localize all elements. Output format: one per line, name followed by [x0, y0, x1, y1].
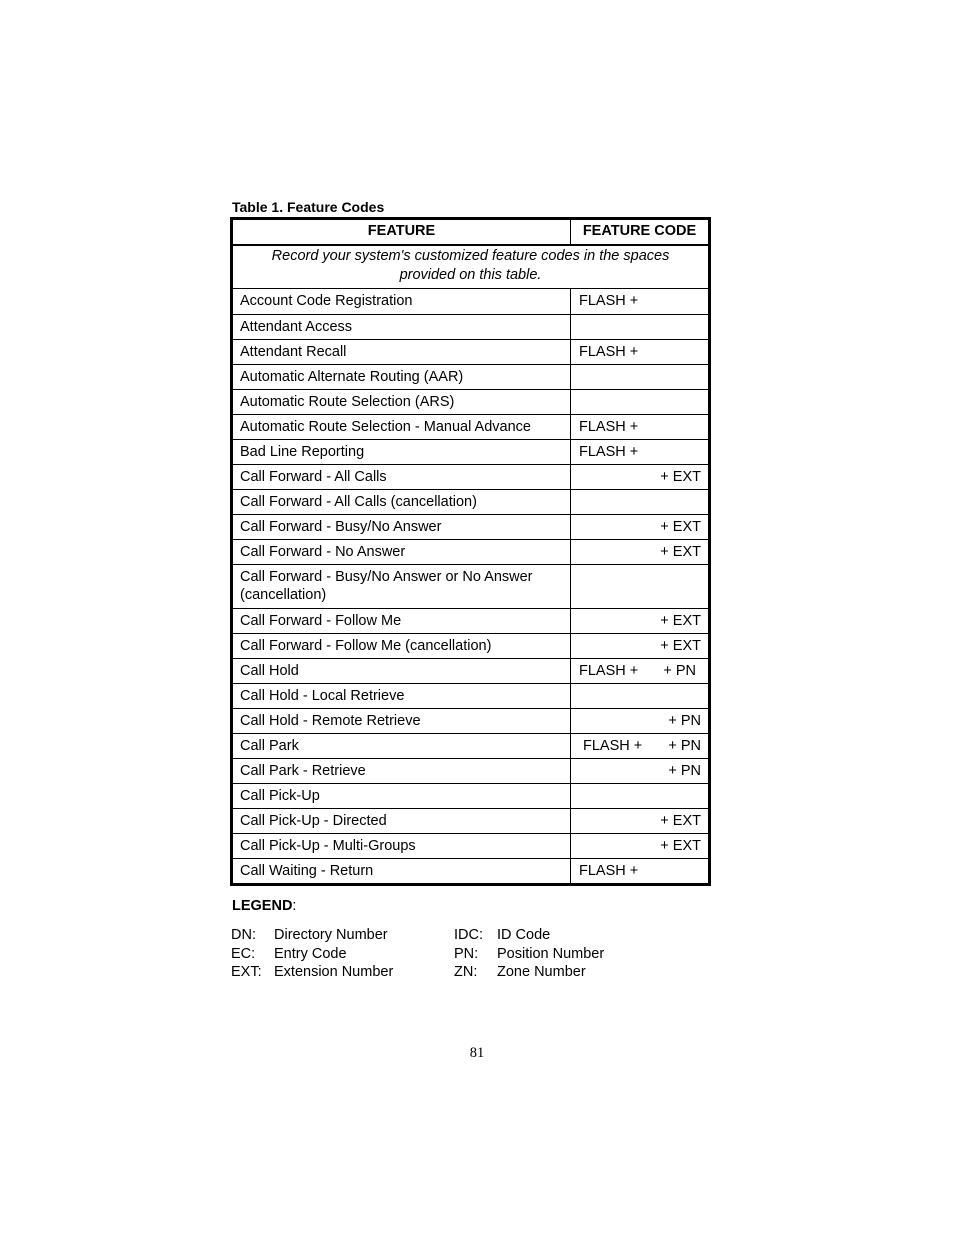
legend-text: Zone Number	[497, 964, 586, 980]
feature-name: Attendant Recall	[233, 340, 571, 364]
legend-text: Directory Number	[274, 927, 388, 943]
suffix-code: + PN	[668, 713, 701, 729]
flash-code: FLASH +	[583, 738, 643, 754]
suffix-code: + PN	[668, 738, 701, 754]
feature-name: Call Pick-Up	[233, 784, 571, 808]
table-row	[233, 364, 708, 389]
feature-code-cell	[571, 784, 708, 808]
feature-name: Call Waiting - Return	[233, 859, 571, 883]
table-header-row	[233, 220, 708, 244]
table-caption: Table 1. Feature Codes	[232, 199, 385, 215]
legend-title: LEGEND:	[232, 898, 297, 914]
table-row	[233, 514, 708, 539]
feature-code-cell	[571, 465, 708, 489]
table-row	[233, 708, 708, 733]
legend-text: Entry Code	[274, 945, 347, 962]
feature-code-cell	[571, 834, 708, 858]
feature-name: Automatic Alternate Routing (AAR)	[233, 365, 571, 389]
table-row	[233, 658, 708, 683]
legend-title-text: LEGEND	[232, 898, 293, 914]
table-note-row	[233, 244, 708, 289]
feature-code-cell	[571, 734, 708, 758]
legend-abbr: ZN:	[454, 964, 478, 980]
feature-code-cell	[571, 759, 708, 783]
table-row	[233, 833, 708, 858]
feature-code-cell	[571, 859, 708, 883]
table-row	[233, 608, 708, 633]
feature-code-cell	[571, 709, 708, 733]
feature-code-cell	[571, 565, 708, 608]
feature-code-cell	[571, 609, 708, 633]
legend-item	[454, 945, 604, 964]
feature-name: Call Hold	[233, 659, 571, 683]
feature-codes-table	[230, 217, 711, 886]
suffix-code: + PN	[668, 763, 701, 779]
header-feature-code: FEATURE CODE	[582, 223, 697, 239]
feature-code-cell	[571, 415, 708, 439]
feature-name: Attendant Access	[233, 315, 571, 339]
table-row	[233, 733, 708, 758]
flash-code: FLASH +	[579, 419, 639, 435]
table-row	[233, 633, 708, 658]
feature-name: Call Hold - Remote Retrieve	[233, 709, 571, 733]
feature-name: Call Hold - Local Retrieve	[233, 684, 571, 708]
legend-text: Position Number	[497, 945, 605, 962]
flash-code: FLASH +	[579, 663, 639, 679]
table-row	[233, 683, 708, 708]
page-number: 81	[469, 1045, 485, 1061]
feature-name: Call Forward - Busy/No Answer	[233, 515, 571, 539]
feature-name: Call Pick-Up - Directed	[233, 809, 571, 833]
table-row	[233, 289, 708, 314]
legend-abbr: IDC:	[454, 927, 483, 943]
table-row	[233, 439, 708, 464]
feature-name: Call Pick-Up - Multi-Groups	[233, 834, 571, 858]
feature-code-cell	[571, 809, 708, 833]
legend-item	[454, 963, 604, 982]
legend-text: Extension Number	[274, 964, 394, 980]
suffix-code: + EXT	[660, 638, 701, 654]
table-row	[233, 758, 708, 783]
flash-code: FLASH +	[579, 344, 639, 360]
feature-name: Call Park	[233, 734, 571, 758]
feature-name: Call Forward - No Answer	[233, 540, 571, 564]
table-row	[233, 389, 708, 414]
feature-name: Automatic Route Selection - Manual Advance	[233, 415, 571, 439]
feature-code-cell	[571, 515, 708, 539]
flash-code: FLASH +	[579, 444, 639, 460]
legend-item	[231, 945, 393, 964]
legend-abbr: PN:	[454, 945, 479, 962]
feature-code-cell	[571, 440, 708, 464]
feature-code-cell	[571, 315, 708, 339]
legend-abbr: DN:	[231, 927, 256, 943]
feature-name: Call Park - Retrieve	[233, 759, 571, 783]
feature-code-cell	[571, 289, 708, 314]
suffix-code: + EXT	[660, 613, 701, 629]
feature-name: Call Forward - Busy/No Answer or No Answer (cancellation)	[233, 565, 571, 608]
table-row	[233, 414, 708, 439]
suffix-code: + EXT	[660, 544, 701, 560]
feature-code-cell	[571, 490, 708, 514]
table-row	[233, 464, 708, 489]
feature-name: Call Forward - Follow Me	[233, 609, 571, 633]
feature-name: Automatic Route Selection (ARS)	[233, 390, 571, 414]
table-row	[233, 539, 708, 564]
table-row	[233, 564, 708, 608]
feature-code-cell	[571, 365, 708, 389]
table-row	[233, 808, 708, 833]
feature-name: Call Forward - All Calls (cancellation)	[233, 490, 571, 514]
table-note: Record your system's customized feature codes in the spaces provided on this table.	[271, 248, 670, 283]
feature-name: Account Code Registration	[233, 289, 571, 314]
feature-code-cell	[571, 540, 708, 564]
suffix-code: + PN	[663, 663, 696, 679]
feature-code-cell	[571, 390, 708, 414]
legend-item	[231, 963, 393, 982]
feature-code-cell	[571, 340, 708, 364]
legend-text: ID Code	[497, 927, 551, 943]
flash-code: FLASH +	[579, 863, 639, 879]
legend-right-column	[454, 926, 604, 982]
suffix-code: + EXT	[660, 519, 701, 535]
table-row	[233, 783, 708, 808]
suffix-code: + EXT	[660, 813, 701, 829]
legend-left-column	[231, 926, 393, 982]
suffix-code: + EXT	[660, 469, 701, 485]
table-row	[233, 339, 708, 364]
header-feature: FEATURE	[233, 220, 571, 244]
table-row	[233, 858, 708, 883]
legend-item	[231, 926, 393, 945]
feature-code-cell	[571, 634, 708, 658]
table-row	[233, 314, 708, 339]
legend-abbr: EXT:	[231, 964, 262, 980]
table-row	[233, 489, 708, 514]
feature-code-cell	[571, 684, 708, 708]
legend-item	[454, 926, 604, 945]
feature-name: Call Forward - Follow Me (cancellation)	[233, 634, 571, 658]
feature-code-cell	[571, 659, 708, 683]
feature-name: Call Forward - All Calls	[233, 465, 571, 489]
legend-abbr: EC:	[231, 945, 256, 962]
suffix-code: + EXT	[660, 838, 701, 854]
feature-name: Bad Line Reporting	[233, 440, 571, 464]
flash-code: FLASH +	[579, 293, 639, 309]
